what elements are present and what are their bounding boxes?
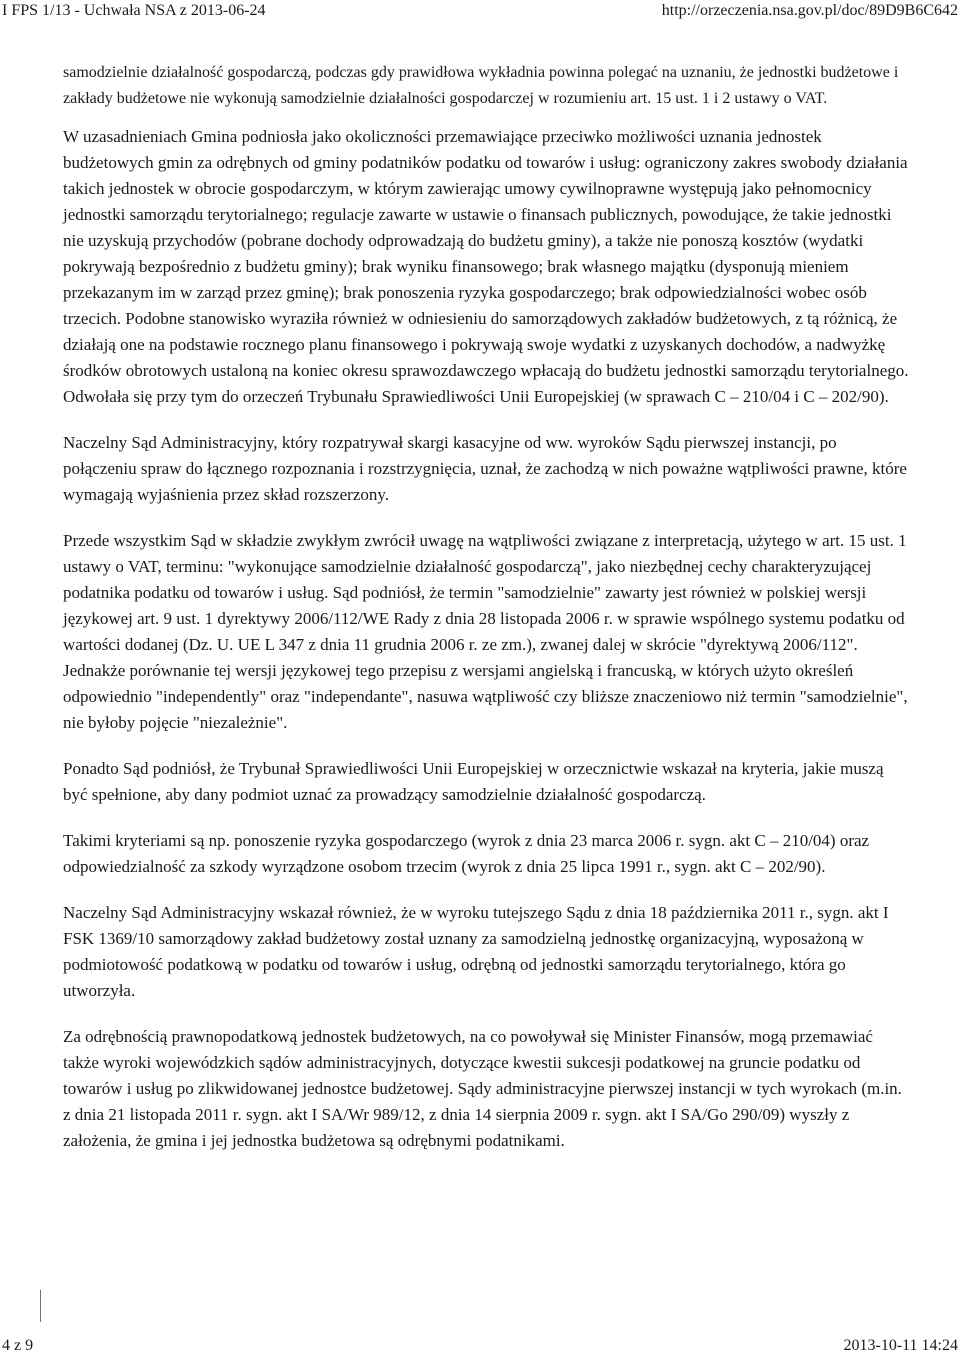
print-footer [0,1336,960,1356]
paragraph-2: W uzasadnieniach Gmina podniosła jako okoliczności przemawiające przeciwko możliwości uznania jednostek budżetowych gmin za odrębnych od gminy podatników podatku od towarów i usług: ograniczony zakres swobody działania takich jednostek w obrocie gospodarczym, w którym zawierając umowy cywilnoprawne występują jako pełnomocnicy jednostki samorządu terytorialnego; regulacje zawarte w ustawie o finansach publicznych, powodujące, że takie jednostki nie uzyskują przychodów (pobrane dochody odprowadzają do budżetu gminy), a także nie ponoszą kosztów (wydatki pokrywają bezpośrednio z budżetu gminy); brak wyniku finansowego; brak własnego majątku (dysponują mieniem przekazanym im w zarząd przez gminę); brak ponoszenia ryzyka gospodarczego; brak odpowiedzialności wobec osób trzecich. Podobne stanowisko wyraziła również w odniesieniu do samorządowych zakładów budżetowych, z tą różnicą, że działają one na podstawie rocznego planu finansowego i pokrywają swoje wydatki z uzyskanych dochodów, a nadwyżkę środków obrotowych ustaloną na koniec okresu sprawozdawczego wpłacają do budżetu jednostki samorządu terytorialnego. Odwołała się przy tym do orzeczeń Trybunału Sprawiedliwości Unii Europejskiej (w sprawach C – 210/04 i C – 202/90). [63,127,909,406]
paragraph-6: Takimi kryteriami są np. ponoszenie ryzyka gospodarczego (wyrok z dnia 23 marca 2006 r. sygn. akt C – 210/04) oraz odpowiedzialność za szkody wyrządzone osobom trzecim (wyrok z dnia 25 lipca 1991 r., sygn. akt C – 202/90). [63,831,870,876]
paragraph-8: Za odrębnością prawnopodatkową jednostek budżetowych, na co powoływał się Minister Finansów, mogą przemawiać także wyroki wojewódzkich sądów administracyjnych, dotyczące kwestii sukcesji podatkowej na gruncie podatku od towarów i usług po zlikwidowanej jednostce budżetowej. Sądy administracyjne pierwszej instancji w tych wyrokach (m.in. z dnia 21 listopada 2011 r. sygn. akt I SA/Wr 989/12, z dnia 14 sierpnia 2009 r. sygn. akt I SA/Go 290/09) wyszły z założenia, że gmina i jej jednostka budżetowa są odrębnymi podatnikami. [63,1027,902,1150]
paragraph-7: Naczelny Sąd Administracyjny wskazał również, że w wyroku tutejszego Sądu z dnia 18 października 2011 r., sygn. akt I FSK 1369/10 samorządowy zakład budżetowy został uznany za samodzielną jednostkę organizacyjną, wyposażoną w podmiotowość podatkową w podatku od towarów i usług, odrębną od jednostki samorządu terytorialnego, która go utworzyła. [63,903,889,1000]
header-url: http://orzeczenia.nsa.gov.pl/doc/89D9B6C642 [661,2,958,19]
print-header [0,0,960,24]
page-number: 4 z 9 [2,1337,34,1354]
paragraph-4: Przede wszystkim Sąd w składzie zwykłym zwrócił uwagę na wątpliwości związane z interpretacją, użytego w art. 15 ust. 1 ustawy o VAT, terminu: "wykonujące samodzielnie działalność gospodarczą", jako niezbędnej cechy charakteryzującej podatnika podatku od towarów i usług. Sąd podniósł, że termin "samodzielnie" zawarty jest również w polskiej wersji językowej art. 9 ust. 1 dyrektywy 2006/112/WE Rady z dnia 28 listopada 2006 r. w sprawie wspólnego systemu podatku od wartości dodanej (Dz. U. UE L 347 z dnia 11 grudnia 2006 r. ze zm.), zwanej dalej w skrócie "dyrektywą 2006/112". Jednakże porównanie tej wersji językowej tego przepisu z wersjami angielską i francuską, w których użyto określeń odpowiednio "independently" oraz "independante", nasuwa wątpliwość czy bliższe znaczeniowo niż termin "samodzielnie", nie byłoby pojęcie "niezależnie". [63,531,908,732]
document-body [63,60,911,1290]
paragraph-1: samodzielnie działalność gospodarczą, podczas gdy prawidłowa wykładnia powinna polegać na uznaniu, że jednostki budżetowe i zakłady budżetowe nie wykonują samodzielnie działalności gospodarczej w rozumieniu art. 15 ust. 1 i 2 ustawy o VAT. [63,64,899,107]
print-timestamp: 2013-10-11 14:24 [843,1337,958,1354]
page-margin-rule [40,1290,41,1322]
paragraph-3: Naczelny Sąd Administracyjny, który rozpatrywał skargi kasacyjne od ww. wyroków Sądu pierwszej instancji, po połączeniu spraw do łącznego rozpoznania i rozstrzygnięcia, uznał, że zachodzą w nich poważne wątpliwości prawne, które wymagają wyjaśnienia przez skład rozszerzony. [63,433,907,504]
paragraph-5: Ponadto Sąd podniósł, że Trybunał Sprawiedliwości Unii Europejskiej w orzecznictwie wskazał na kryteria, jakie muszą być spełnione, aby dany podmiot uznać za prowadzący samodzielnie działalność gospodarczą. [63,759,884,804]
header-document-title: I FPS 1/13 - Uchwała NSA z 2013-06-24 [2,2,266,19]
